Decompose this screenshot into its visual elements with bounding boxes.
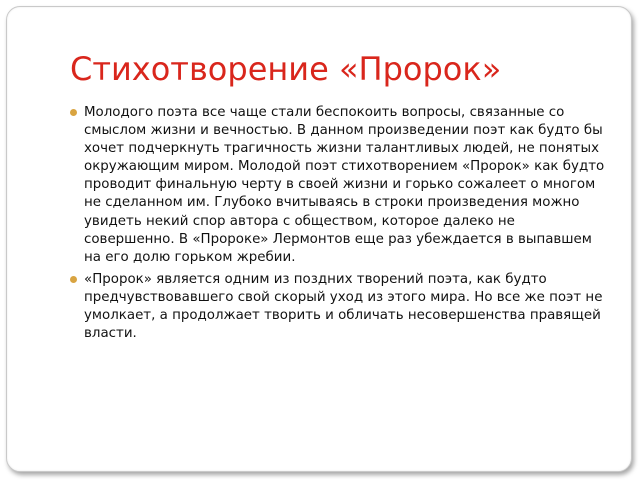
bullet-dot-icon — [70, 109, 77, 116]
bullet-item — [70, 271, 606, 343]
bullet-dot-icon — [70, 276, 77, 283]
bullet-text: Молодого поэта все чаще стали беспокоить вопросы, связанные со смыслом жизни и вечностью. В данном произведении поэт как будто бы хочет подчеркнуть трагичность жизни талантливых людей, не понятых окружающим миром. Молодой поэт стихотворением «Пророк» как будто проводит финальную черту в своей жизни и горько сожалеет о многом не сделанном им. Глубоко вчитываясь в строки произведения можно увидеть некий спор автора с обществом, которое далеко не совершенно. В «Пророке» Лермонтов еще раз убеждается в выпавшем на его долю горьком жребии. — [84, 105, 605, 265]
bullet-item — [70, 104, 606, 267]
bullet-text: «Пророк» является одним из поздних творений поэта, как будто предчувствовавшего свой скорый уход из этого мира. Но все же поэт не умолкает, а продолжает творить и обличать несовершенства правящей власти. — [84, 271, 603, 342]
slide-title: Стихотворение «Пророк» — [70, 50, 502, 88]
bullet-list — [70, 104, 606, 347]
